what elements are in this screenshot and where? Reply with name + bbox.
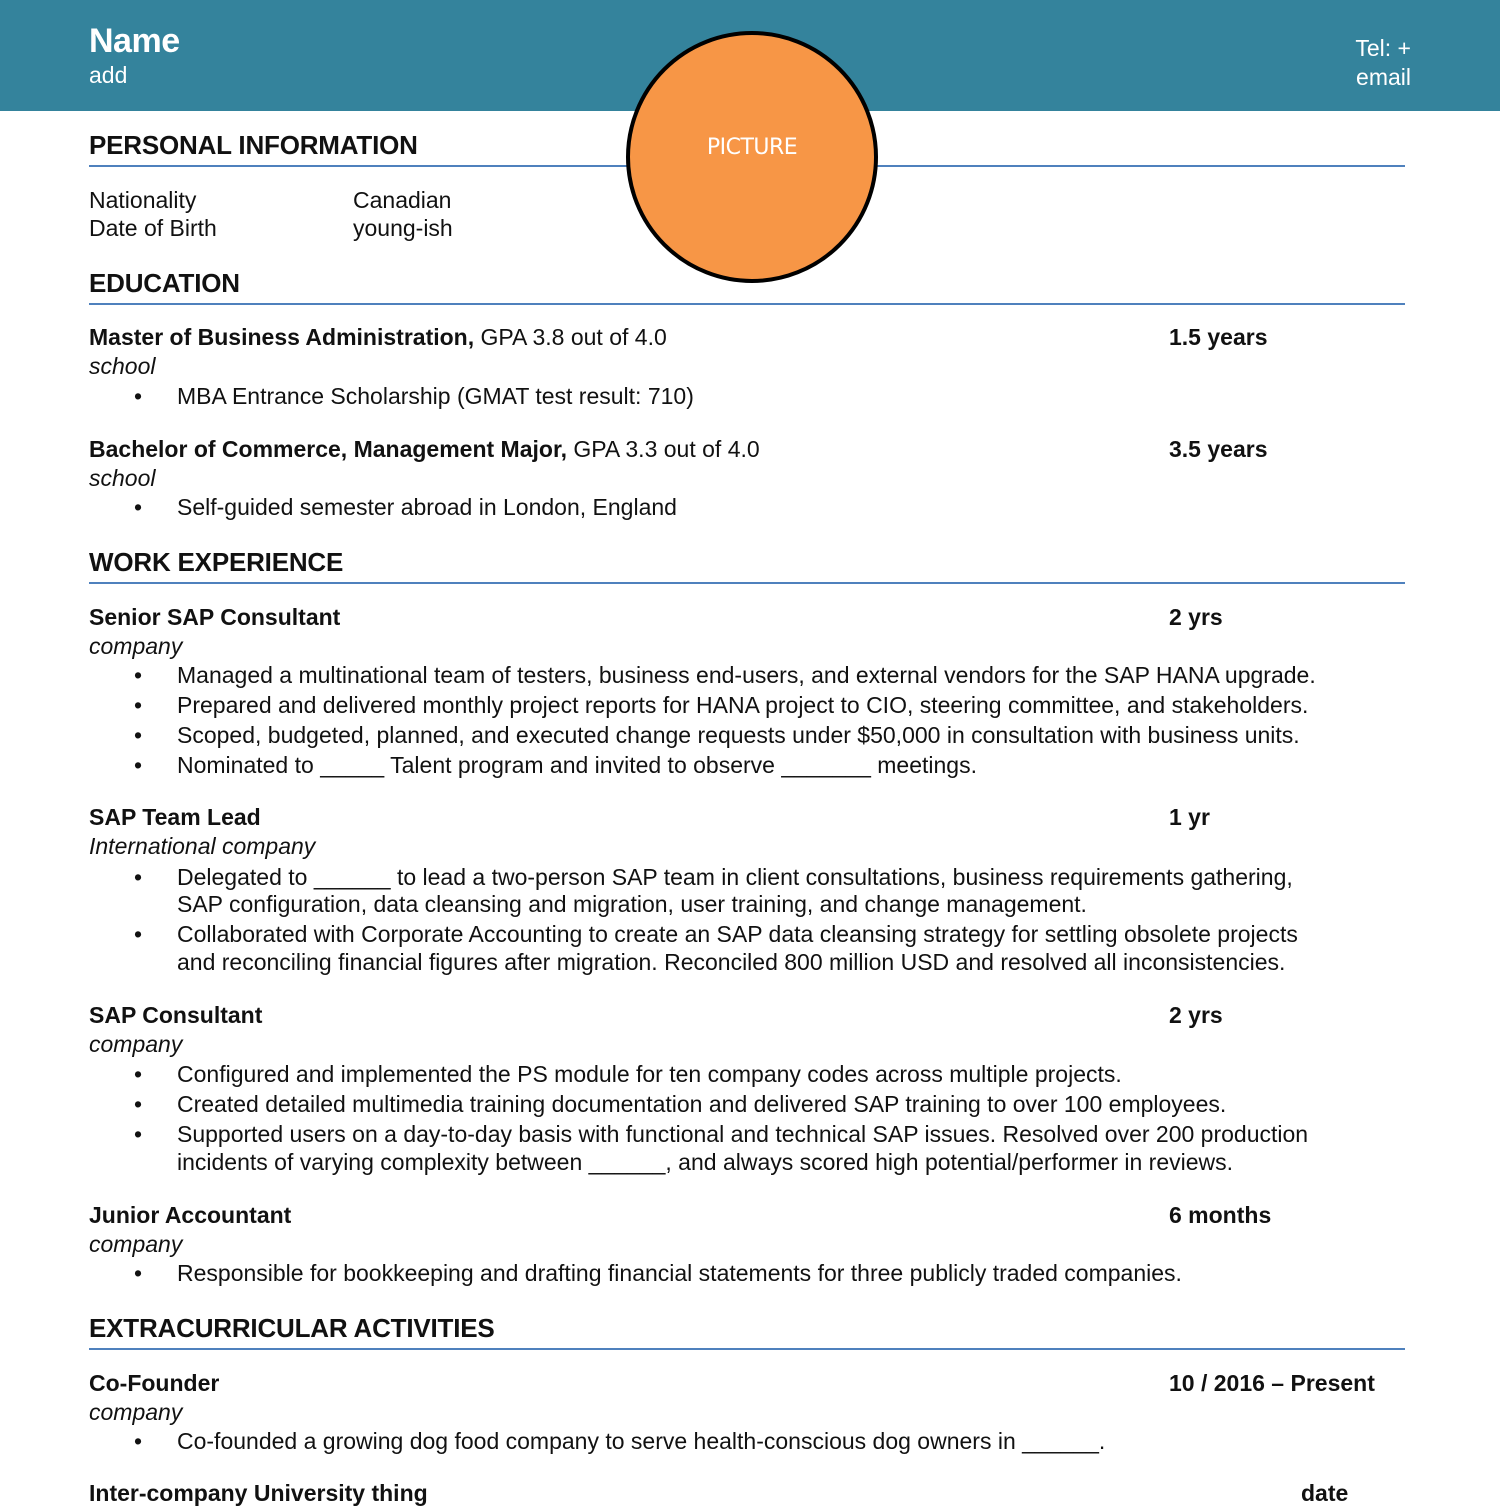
section-divider — [89, 582, 1405, 584]
activity-title: Co-Founder — [89, 1370, 220, 1396]
contact-email: email — [1356, 64, 1411, 90]
bullet-text-continued: and reconciling financial figures after migration. Reconciled 800 million USD and resolved all inconsistencies. — [177, 949, 1286, 975]
section-title-extracurricular: EXTRACURRICULAR ACTIVITIES — [89, 1313, 495, 1343]
company-name: company — [89, 1031, 183, 1057]
bullet-icon: • — [134, 752, 143, 778]
bullet-text-continued: incidents of varying complexity between ______, and always scored high potential/performer in reviews. — [177, 1149, 1234, 1175]
bullet-icon: • — [134, 1428, 143, 1454]
job-title: SAP Consultant — [89, 1002, 263, 1028]
personal-label: Nationality — [89, 187, 197, 213]
job-title: Junior Accountant — [89, 1202, 292, 1228]
activity-title: Inter-company University thing — [89, 1480, 428, 1506]
bullet-icon: • — [134, 1061, 143, 1087]
education-duration: 1.5 years — [1169, 324, 1268, 350]
bullet-text: MBA Entrance Scholarship (GMAT test result: 710) — [177, 383, 694, 409]
section-title-education: EDUCATION — [89, 268, 240, 298]
contact-tel: Tel: + — [1355, 35, 1411, 61]
bullet-icon: • — [134, 1121, 143, 1147]
bullet-text: Created detailed multimedia training documentation and delivered SAP training to over 100 employees. — [177, 1091, 1227, 1117]
education-entry-title — [89, 324, 667, 351]
job-duration: 6 months — [1169, 1202, 1272, 1228]
school-name: school — [89, 465, 156, 491]
contact-info — [1355, 34, 1411, 92]
section-divider — [89, 1348, 1405, 1350]
bullet-text: Nominated to _____ Talent program and invited to observe _______ meetings. — [177, 752, 977, 778]
company-name: company — [89, 633, 183, 659]
bullet-text: Responsible for bookkeeping and drafting financial statements for three publicly traded companies. — [177, 1260, 1182, 1286]
job-duration: 2 yrs — [1169, 604, 1223, 630]
job-title: SAP Team Lead — [89, 804, 261, 830]
bullet-text: Delegated to ______ to lead a two-person SAP team in client consultations, business requirements gathering, — [177, 864, 1293, 890]
personal-label: Date of Birth — [89, 215, 217, 241]
gpa: GPA 3.3 out of 4.0 — [567, 436, 760, 462]
education-entry-title — [89, 436, 760, 463]
bullet-icon: • — [134, 383, 143, 409]
activity-duration: date — [1301, 1480, 1349, 1506]
job-title: Senior SAP Consultant — [89, 604, 341, 630]
bullet-text: Self-guided semester abroad in London, England — [177, 494, 677, 520]
bullet-icon: • — [134, 1091, 143, 1117]
bullet-text: Co-founded a growing dog food company to serve health-conscious dog owners in ______. — [177, 1428, 1106, 1454]
bullet-text: Managed a multinational team of testers, business end-users, and external vendors for the SAP HANA upgrade. — [177, 662, 1316, 688]
personal-value: Canadian — [353, 187, 452, 213]
company-name: company — [89, 1231, 183, 1257]
profile-picture-placeholder — [626, 31, 878, 283]
job-duration: 2 yrs — [1169, 1002, 1223, 1028]
bullet-icon: • — [134, 1260, 143, 1286]
bullet-icon: • — [134, 722, 143, 748]
bullet-text: Prepared and delivered monthly project reports for HANA project to CIO, steering committee, and stakeholders. — [177, 692, 1309, 718]
bullet-icon: • — [134, 864, 143, 890]
bullet-text: Configured and implemented the PS module for ten company codes across multiple projects. — [177, 1061, 1122, 1087]
bullet-icon: • — [134, 662, 143, 688]
section-title-work: WORK EXPERIENCE — [89, 547, 344, 577]
job-duration: 1 yr — [1169, 804, 1210, 830]
activity-duration: 10 / 2016 – Present — [1169, 1370, 1375, 1396]
bullet-text-continued: SAP configuration, data cleansing and migration, user training, and change management. — [177, 891, 1087, 917]
bullet-text: Supported users on a day-to-day basis with functional and technical SAP issues. Resolved over 200 production — [177, 1121, 1309, 1147]
education-duration: 3.5 years — [1169, 436, 1268, 462]
gpa: GPA 3.8 out of 4.0 — [474, 324, 667, 350]
candidate-address: add — [89, 62, 128, 88]
bullet-icon: • — [134, 692, 143, 718]
degree: Master of Business Administration, — [89, 324, 475, 350]
bullet-icon: • — [134, 494, 143, 520]
company-name: International company — [89, 833, 316, 859]
bullet-icon: • — [134, 921, 143, 947]
section-divider — [89, 303, 1405, 305]
picture-label: PICTURE — [706, 135, 798, 160]
candidate-name: Name — [89, 22, 180, 60]
bullet-text: Collaborated with Corporate Accounting to create an SAP data cleansing strategy for settling obsolete projects — [177, 921, 1298, 947]
degree: Bachelor of Commerce, Management Major, — [89, 436, 568, 462]
section-title-personal: PERSONAL INFORMATION — [89, 130, 418, 160]
personal-value: young-ish — [353, 215, 453, 241]
bullet-text: Scoped, budgeted, planned, and executed change requests under $50,000 in consultation with business units. — [177, 722, 1300, 748]
company-name: company — [89, 1399, 183, 1425]
school-name: school — [89, 353, 156, 379]
